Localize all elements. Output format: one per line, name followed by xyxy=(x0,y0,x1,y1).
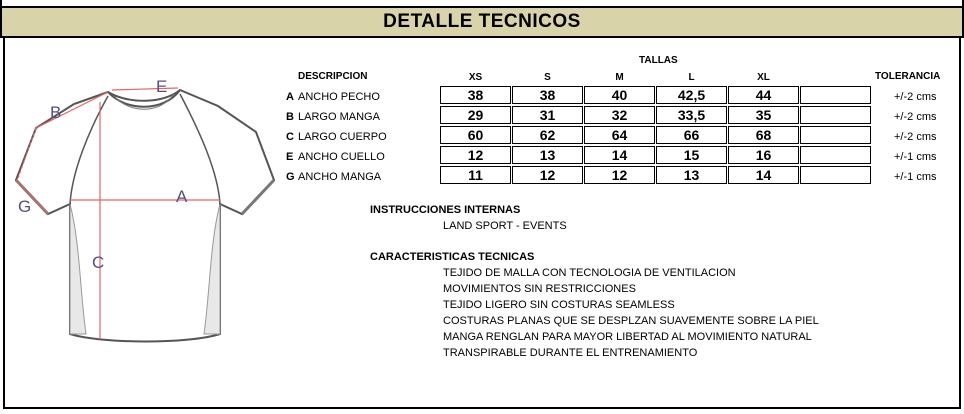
table-cell-empty xyxy=(800,86,871,104)
table-cell: 44 xyxy=(728,86,799,104)
table-cell: 64 xyxy=(584,126,655,144)
table-cell: 40 xyxy=(584,86,655,104)
feature-item: COSTURAS PLANAS QUE SE DESPLZAN SUAVEMENTE SOBRE LA PIEL xyxy=(443,315,819,327)
diagram-label-c: C xyxy=(92,253,105,272)
table-cell-empty xyxy=(800,126,871,144)
title-bar xyxy=(0,8,964,38)
row-name: LARGO CUERPO xyxy=(298,131,387,143)
table-cell: 60 xyxy=(440,126,511,144)
size-header-s: S xyxy=(544,72,551,83)
measure-line-e xyxy=(112,88,178,90)
diagram-label-g: G xyxy=(18,197,32,216)
table-cell: 15 xyxy=(656,146,727,164)
feature-item: MOVIMIENTOS SIN RESTRICCIONES xyxy=(443,283,636,295)
size-header-xs: XS xyxy=(468,72,483,83)
row-tolerance: +/-2 cms xyxy=(894,111,937,123)
table-cell: 13 xyxy=(512,146,583,164)
table-cell: 13 xyxy=(656,166,727,184)
feature-item: TRANSPIRABLE DURANTE EL ENTRENAMIENTO xyxy=(443,347,698,359)
table-cell: 11 xyxy=(440,166,511,184)
table-cell: 29 xyxy=(440,106,511,124)
row-code: E xyxy=(286,151,294,163)
diagram-label-b: B xyxy=(50,103,62,122)
instructions-heading: INSTRUCCIONES INTERNAS xyxy=(370,204,521,216)
table-cell: 12 xyxy=(440,146,511,164)
row-name: LARGO MANGA xyxy=(298,111,380,123)
table-cell: 66 xyxy=(656,126,727,144)
row-tolerance: +/-2 cms xyxy=(894,131,937,143)
table-cell: 35 xyxy=(728,106,799,124)
row-code: B xyxy=(286,111,294,123)
table-cell: 33,5 xyxy=(656,106,727,124)
tolerance-header: TOLERANCIA xyxy=(875,71,941,82)
row-code: A xyxy=(286,91,294,103)
features-heading: CARACTERISTICAS TECNICAS xyxy=(370,251,535,263)
table-cell: 14 xyxy=(728,166,799,184)
row-tolerance: +/-1 cms xyxy=(894,171,937,183)
row-tolerance: +/-2 cms xyxy=(894,91,937,103)
table-cell-empty xyxy=(800,146,871,164)
table-cell: 31 xyxy=(512,106,583,124)
table-cell: 42,5 xyxy=(656,86,727,104)
top-border-strip xyxy=(0,0,964,8)
table-cell: 32 xyxy=(584,106,655,124)
size-header-m: M xyxy=(615,72,624,83)
row-name: ANCHO CUELLO xyxy=(298,151,385,163)
table-cell: 14 xyxy=(584,146,655,164)
diagram-label-e: E xyxy=(156,77,168,96)
table-cell: 12 xyxy=(584,166,655,184)
row-tolerance: +/-1 cms xyxy=(894,151,937,163)
page-title: DETALLE TECNICOS xyxy=(383,11,581,32)
row-name: ANCHO MANGA xyxy=(298,171,382,183)
table-cell-empty xyxy=(800,106,871,124)
table-cell: 12 xyxy=(512,166,583,184)
feature-item: TEJIDO DE MALLA CON TECNOLOGIA DE VENTILACION xyxy=(443,267,736,279)
table-cell: 68 xyxy=(728,126,799,144)
table-cell: 62 xyxy=(512,126,583,144)
description-header: DESCRIPCION xyxy=(298,71,368,82)
feature-item: MANGA RENGLAN PARA MAYOR LIBERTAD AL MOVIMIENTO NATURAL xyxy=(443,331,812,343)
row-code: G xyxy=(286,171,295,183)
table-cell-empty xyxy=(800,166,871,184)
tallas-label: TALLAS xyxy=(639,55,678,66)
tshirt-outline xyxy=(16,90,274,342)
tshirt-diagram xyxy=(8,72,280,352)
row-name: ANCHO PECHO xyxy=(298,91,380,103)
table-cell: 38 xyxy=(512,86,583,104)
instructions-text: LAND SPORT - EVENTS xyxy=(443,220,567,232)
diagram-label-a: A xyxy=(176,187,188,206)
table-cell: 16 xyxy=(728,146,799,164)
table-cell: 38 xyxy=(440,86,511,104)
size-header-l: L xyxy=(688,72,695,83)
feature-item: TEJIDO LIGERO SIN COSTURAS SEAMLESS xyxy=(443,299,675,311)
size-header-xl: XL xyxy=(757,72,770,83)
row-code: C xyxy=(286,131,294,143)
